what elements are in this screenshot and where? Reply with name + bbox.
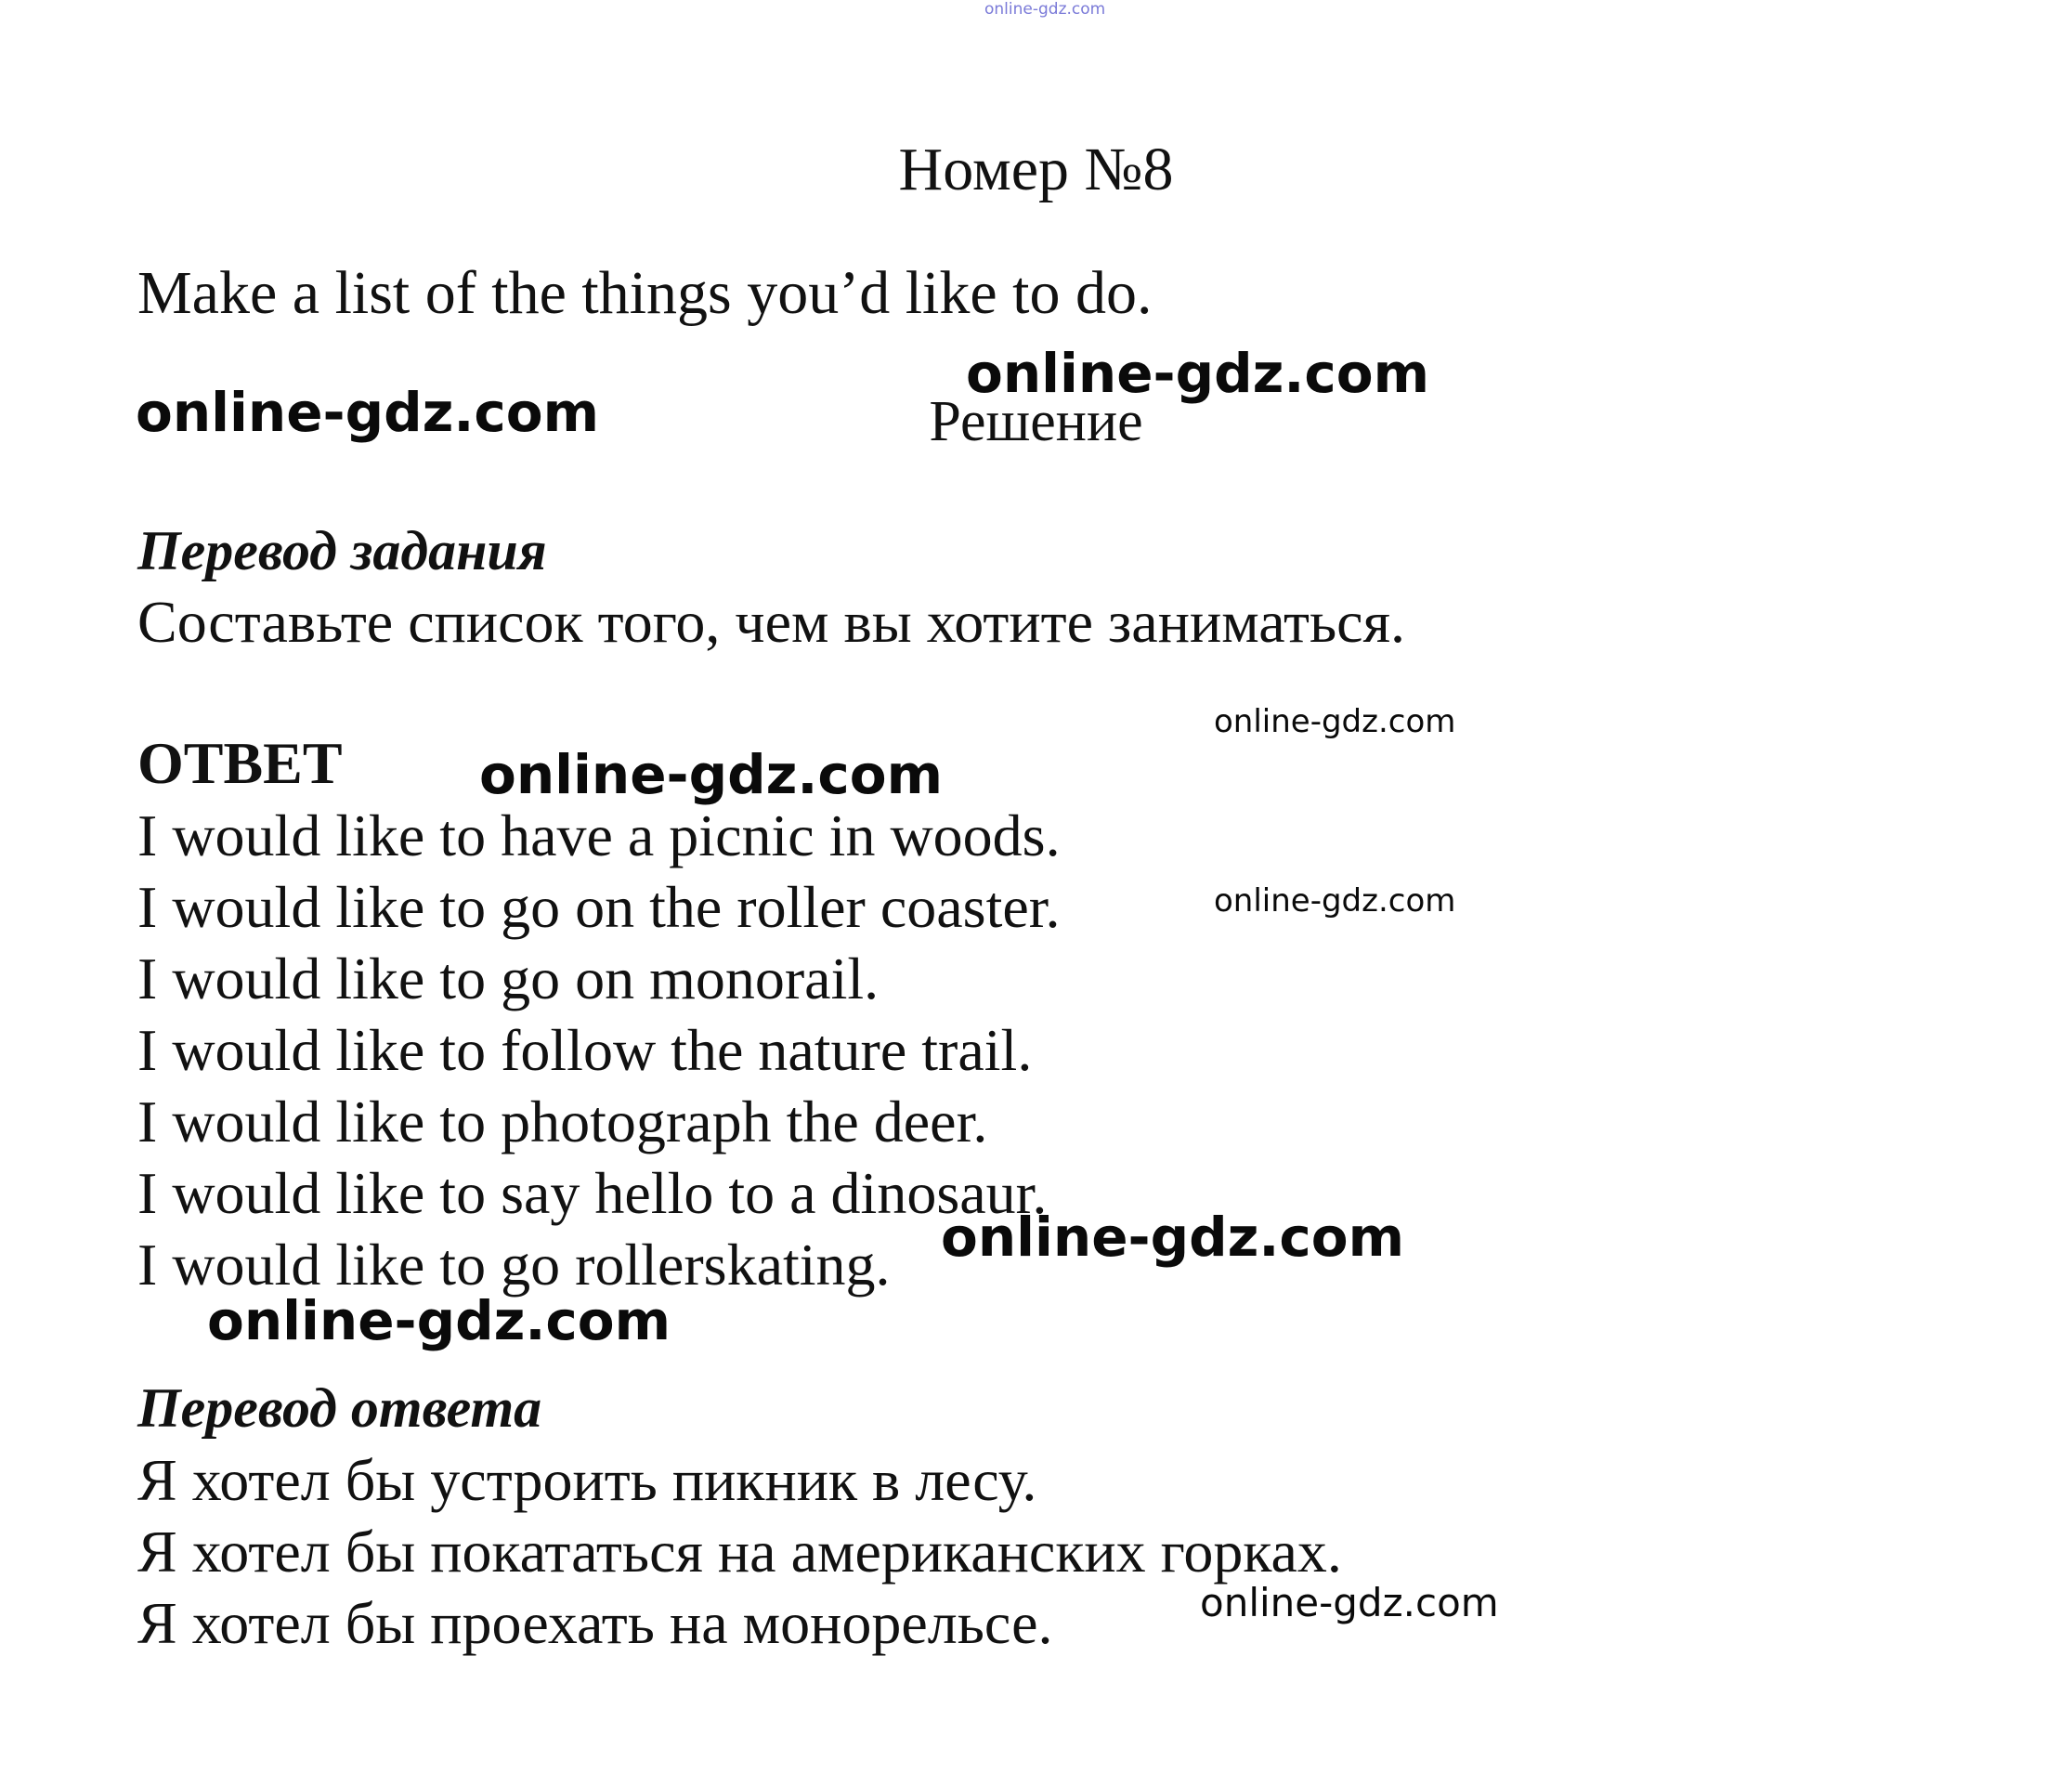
- answer-line: I would like to follow the nature trail.: [137, 1017, 1033, 1083]
- watermark-3: online-gdz.com: [1214, 703, 1456, 740]
- answer-translation-line: Я хотел бы покататься на американских горках.: [137, 1519, 1342, 1585]
- answer-translation-line: Я хотел бы проехать на монорельсе.: [137, 1590, 1053, 1656]
- answer-line: I would like to have a picnic in woods.: [137, 802, 1061, 868]
- watermark-2: online-gdz.com: [136, 381, 600, 444]
- answer-heading: ОТВЕТ: [137, 730, 343, 796]
- answer-translation-line: Я хотел бы устроить пикник в лесу.: [137, 1447, 1037, 1513]
- task-translation-heading: Перевод задания: [137, 520, 547, 581]
- answer-line: I would like to say hello to a dinosaur.: [137, 1160, 1048, 1226]
- solution-label: Решение: [929, 390, 1143, 453]
- watermark-7: online-gdz.com: [207, 1289, 671, 1352]
- answer-line: I would like to photograph the deer.: [137, 1089, 988, 1154]
- task-translation-text: Составьте список того, чем вы хотите заниматься.: [137, 589, 1405, 655]
- watermark-1: online-gdz.com: [966, 342, 1430, 405]
- answer-translation-heading: Перевод ответа: [137, 1377, 542, 1439]
- watermark-4: online-gdz.com: [479, 743, 944, 806]
- task-text: Make a list of the things you’d like to do.: [137, 259, 1153, 327]
- answer-line: I would like to go rollerskating.: [137, 1232, 891, 1298]
- watermark-8: online-gdz.com: [1200, 1580, 1499, 1625]
- watermark-5: online-gdz.com: [1214, 882, 1456, 920]
- watermark-top: online-gdz.com: [984, 0, 1106, 19]
- watermark-6: online-gdz.com: [941, 1206, 1405, 1269]
- answer-line: I would like to go on monorail.: [137, 946, 880, 1011]
- page-title: Номер №8: [898, 136, 1174, 203]
- answer-line: I would like to go on the roller coaster.: [137, 874, 1061, 940]
